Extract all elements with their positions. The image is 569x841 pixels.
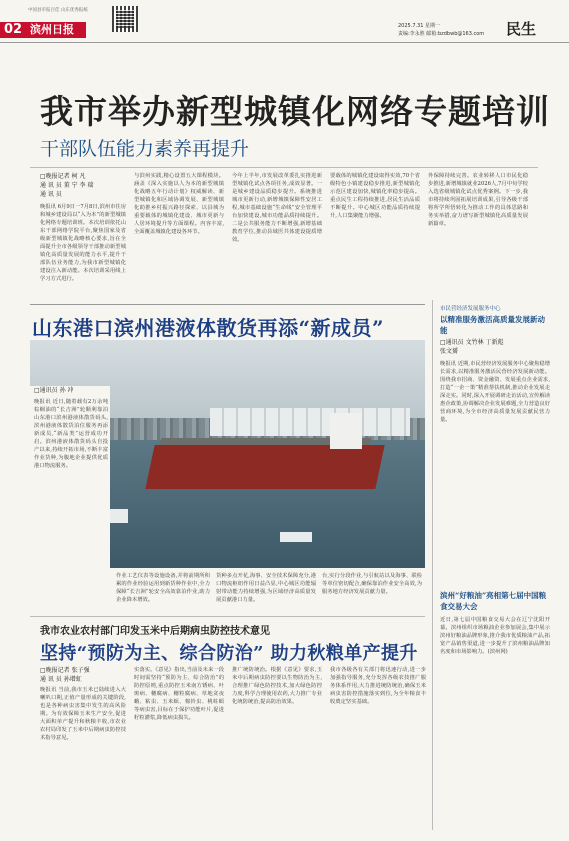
photo-tanker-bridge — [330, 413, 362, 449]
sidebar-byline — [440, 338, 550, 356]
byline-line: 张文赟 — [440, 348, 459, 355]
article1-col3: 今年上半年,市发展改革委扎实推进新型城镇化试点各项任务,成效显著。一是城乡建设品质稳步提升。系统推进城市更新行动,新增城镇保障性安居工程,城市基础设施“生命线”安全管理平台加快建设,城市功能品质持续提升。二是公共服务能力不断增强,新增基础教育学位,推动县域医共体建设提质增效。 — [232, 173, 322, 243]
byline-line: 通 讯 员 孙增虹 — [40, 676, 82, 683]
masthead-tagline: 中国县市报百佳 山东优秀报纸 — [28, 8, 88, 13]
byline-line: 通 讯 员 — [40, 191, 62, 198]
sidebar-body: 晚报讯 近期,市民营经济发展服务中心聚焦稳增长需求,以精准服务激活民营经济发展新动能。围绕我市招商、资金融资、发展重点企业需求,打造“一企一策”精准帮扶机制,推动企业发展走深走实。同时,深入开展调研走访活动,宣传解读惠企政策,协调解决企业发展难题,全力营造良好营商环境,为全市经济高质量发展贡献民营力量。 — [440, 361, 550, 423]
article1-col5: 外保障持续完善。农业转移人口市民化稳步推进,新增城镇就业2026人,7月中旬学校入选省级城镇化试点优秀案例。下一步,我市将持续巩固拓展培训成果,引导各级干部将所学所悟转化为推动工作的具体思路和务实举措,奋力谱写新型城镇化高质量发展新篇章。 — [428, 173, 528, 227]
article1-col4: 要载体的城镇化建设取得实效,70个省级特色小镇建设稳步推进,新型城镇化示范区建设加快,城镇化率稳步提高。重点民生工程持续推进,居民生活品质不断提升。中心城区功能品质持续提升,人口集聚能力增强。 — [330, 173, 420, 219]
article1-headline: 我市举办新型城镇化网络专题培训 — [40, 92, 550, 131]
article1-col1: 晚报讯 6月9日一7月8日,滨州市住房和城乡建设局以“入为本”的新型城镇化网络专题培训班。本次培训依托山东干部网络学院平台,聚焦国家及省级新型城镇化战略核心要求,旨在全面提升全市各级领导干部推动新型城镇化高质量发展的能力水平,提升干部队伍业务能力,为我市新型城镇化建设注入新动能。本次培训采用线上学习方式进行。 — [40, 204, 126, 282]
article1-subhead: 干部队伍能力素养再提升 — [40, 138, 250, 160]
byline-line: □通讯员 文竹林 丁新彪 — [440, 339, 504, 346]
page-number: 02 — [0, 22, 86, 38]
divider — [30, 304, 425, 305]
article3-col1: 晚报讯 当前,我市玉米已陆续进入大喇叭口期,正值产量形成的关键阶段,也是各种病虫害集中发生的高风险期。为有效保障玉米生产安全,促进大面积单产提升和秋粮丰收,市农业农村局印发了玉米中后期病虫防控技术指导意见。 — [40, 687, 126, 741]
divider — [30, 167, 538, 168]
byline-line: 通 讯 员 董 宁 李 瑞 — [40, 182, 94, 189]
photo-tugboat — [280, 532, 312, 542]
section-label: 民生 — [506, 20, 537, 38]
divider — [432, 300, 433, 830]
article3-kicker: 我市农业农村部门印发玉米中后期病虫防控技术意见 — [40, 626, 270, 637]
editor-info: 责编:李永胜 邮箱:bzdbwb@163.com — [398, 31, 485, 37]
sidebar-headline: 以精准服务激活高质量发展新动能 — [440, 315, 545, 335]
issue-date: 2025.7.31 星期一 — [398, 23, 441, 29]
article2-col3: 货种多点开花,海事、安全技术保障充分,港口物流枢纽作用日益凸显,中心城区功能辐射带动能力持续增强,为区域经济高质量发展贡献港口力量。 — [216, 573, 316, 603]
article2-col1: 晚报讯 近日,随着载有2万余吨棕榈油的“长吉洲”轮顺利靠泊山东港口滨州港液体散货码头,滨州港液体散货泊位服务再添新成员,“新品类”运营成功开启。滨州港液体散货码头自投产以来,持续开拓市场,不断丰富作业货种,为腹地企业提供优质港口物流服务。 — [34, 399, 108, 469]
divider — [0, 42, 569, 43]
sidebar2-headline: 滨州“好粮油”亮相第七届中国粮食交易大会 — [440, 591, 547, 611]
byline-line: □晚报记者 张子强 — [40, 667, 90, 674]
article3-byline — [40, 666, 126, 684]
paper-name: 滨州日报 — [30, 23, 74, 36]
article2-headline: 山东港口滨州港液体散货再添“新成员” — [32, 316, 385, 340]
article3-headline: 坚持“预防为主、综合防治” 助力秋粮单产提升 — [40, 643, 418, 664]
sidebar-kicker: 市民营经济发展服务中心 — [440, 306, 501, 312]
article3-col4: 我市各级各有关部门将迅速行动,进一步加强指导服务,充分发挥各级农技推广服务体系作用,大力推进统防统治,确保玉米病虫害防控措施落实到位,为全年粮食丰收奠定坚实基础。 — [330, 667, 426, 705]
sidebar2-body: 近日,第七届中国粮食交易大会在辽宁沈阳开幕。滨州组织市场粮油企业参加展会,集中展示滨州好粮油品牌形象,推介我市优质粮油产品,拓宽产品销售渠道,进一步提升了滨州粮油品牌知名度和市场影响力。(滨州网) — [440, 617, 550, 655]
article2-col4: 台,实行分段作业,与引航站以及海事、联检等单位密切配合,确保靠泊作业安全高效,为服务地方经济发展贡献力量。 — [322, 573, 422, 595]
qr-code-pattern — [116, 10, 134, 28]
photo-storage-tanks — [210, 408, 410, 435]
article2-byline: □通讯员 孙 冲 — [34, 387, 74, 394]
article3-col2: 实落实。《意见》指出,当前及未来一段时间需坚持“预防为主、综合防治”的防控原则,重点防控玉米南方锈病、叶斑病、穗腐病、穗粒腐病、草地贪夜蛾、粘虫、玉米螟、棉铃虫、桃蛀螟等病虫害,目标在于保护功能叶片,促进籽粒灌浆,降低病虫损失。 — [134, 667, 224, 721]
article1-byline — [40, 172, 126, 199]
article1-col2: 与滨州实践,精心设置五大课程模块。涵盖《深入实施以人为本的新型城镇化战略五年行动计划》权威解读、新型城镇化和区域协调发展、新型城镇化助推乡村振兴路径探索、以县城为重要载体的城镇化建设、城市更新与人居环境提升等方面课程。内容丰富,全面覆盖城镇化建设各环节。 — [134, 173, 224, 235]
article3-col3: 推广统防统治。根据《意见》要求,玉米中后期病虫防控要以生物防治为主,合理推广绿色防控技术,加大绿色防控力度,科学合理使用农药,大力推广专业化统防统治,提高防治效果。 — [232, 667, 322, 705]
divider — [30, 616, 425, 617]
byline-line: □晚报记者 柯 凡 — [40, 173, 86, 180]
masthead — [0, 0, 569, 44]
photo-tanker-hull — [145, 445, 384, 489]
article2-col2: 作业工艺仪表等设施设备,并将前期所积累的作业经验运用到新货种作业中,全力保障“长吉洲”轮安全高效靠泊作业,助力企业降本增效。 — [116, 573, 210, 603]
article2-text-box — [30, 386, 110, 568]
